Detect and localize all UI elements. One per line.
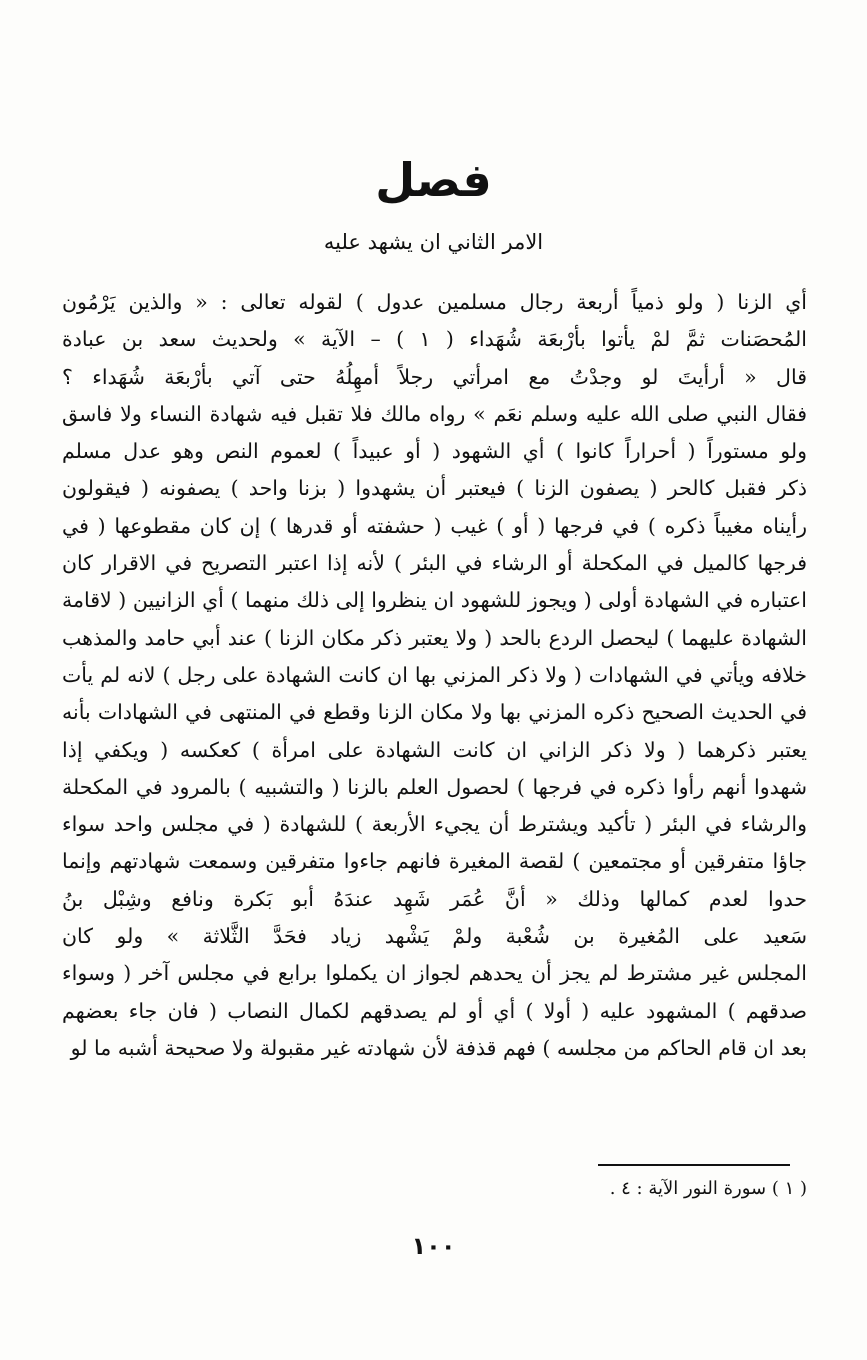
- text-line: يعتبر ذكرهما ( ولا ذكر الزاني ان كانت الشهادة على امرأة ) كعكسه ( ويكفي إذا: [62, 737, 807, 762]
- text-line: المُحصَنات ثمَّ لمْ يأتوا بأرْبعَة شُهَداء ( ١ ) – الآية » ولحديث سعد بن عبادة: [62, 327, 807, 352]
- text-line: فرجها كالميل في المكحلة أو الرشاء في البئر ) لأنه إذا اعتبر التصريح في الاقرار كان: [62, 551, 807, 576]
- footnote-divider: [598, 1164, 790, 1166]
- text-line: ولو مستوراً ( أحراراً كانوا ) أي الشهود ( أو عبيداً ) لعموم النص وهو عدل مسلم: [62, 439, 807, 464]
- footnote: ( ١ ) سورة النور الآية : ٤ .: [609, 1178, 807, 1199]
- page-number: ١٠٠: [411, 1232, 456, 1260]
- text-line: صدقهم ) المشهود عليه ( أولا ) أي أو لم يصدقهم لكمال النصاب ( فان جاء بعضهم: [62, 998, 807, 1023]
- text-line: خلافه ويأتي في الشهادات ( ولا ذكر المزني بها ان كانت الشهادة على رجل ) لانه لم يأت: [62, 662, 807, 687]
- text-line: المجلس غير مشترط لم يجز أن يحدهم لجواز ان يكملوا برابع في مجلس آخر ( وسواء: [62, 961, 807, 986]
- text-line: بعد ان قام الحاكم من مجلسه ) فهم قذفة لأن شهادته غير مقبولة ولا صحيحة أشبه ما لو: [70, 1035, 807, 1060]
- text-line: شهدوا أنهم رأوا ذكره في فرجها ) لحصول العلم بالزنا ( والتشبيه ) بالمرود في المكحلة: [62, 774, 807, 799]
- section-heading: فصل: [375, 153, 492, 207]
- text-line: حدوا لعدم كمالها وذلك « أنَّ عُمَر شَهِد عندَهُ أبو بَكرة ونافع وشِبْل بنُ: [62, 886, 807, 911]
- text-line: أي الزنا ( ولو ذمياً أربعة رجال مسلمين عدول ) لقوله تعالى : « والذين يَرْمُون: [62, 290, 807, 314]
- text-line: اعتباره في الشهادة أولى ( ويجوز للشهود ان ينظروا إلى ذلك منهما ) أي الزانيين ( لاقامة: [62, 588, 807, 613]
- text-line: سَعيد على المُغيرة بن شُعْبة ولمْ يَشْهد زياد فحَدَّ الثَّلاثة » ولو كان: [62, 924, 807, 949]
- text-line: في الحديث الصحيح ذكره المزني بها ولا مكان الزنا وقطع في المنتهى في الشهادات بأنه: [62, 700, 807, 725]
- text-line: جاؤا متفرقين أو مجتمعين ) لقصة المغيرة فانهم جاءوا متفرقين وسمعت شهادتهم وإنما: [62, 849, 807, 874]
- text-line: ذكر فقبل كالحر ( يصفون الزنا ) فيعتبر أن يشهدوا ( بزنا واحد ) يصفونه ( فيقولون: [62, 476, 807, 501]
- section-subheading: الامر الثاني ان يشهد عليه: [323, 230, 544, 254]
- text-line: الشهادة عليهما ) ليحصل الردع بالحد ( ولا يعتبر ذكر مكان الزنا ) عند أبي حامد والمذهب: [62, 625, 807, 650]
- text-line: قال « أرأيتَ لو وجدْتُ مع امرأتي رجلاً أمهِلُهُ حتى آتي بأرْبعَة شُهَداء ؟: [62, 364, 807, 389]
- body-text: [62, 284, 807, 1067]
- text-line: والرشاء في البئر ( تأكيد ويشترط أن يجيء الأربعة ) للشهادة ( في مجلس واحد سواء: [62, 812, 807, 837]
- text-line: رأيناه مغيباً ذكره ) في فرجها ( أو ) غيب ( حشفته أو قدرها ) إن كان مقطوعها ( في: [62, 513, 807, 538]
- text-line: فقال النبي صلى الله عليه وسلم نعَم » رواه مالك فلا تقبل فيه شهادة النساء ولا فاسق: [62, 401, 807, 426]
